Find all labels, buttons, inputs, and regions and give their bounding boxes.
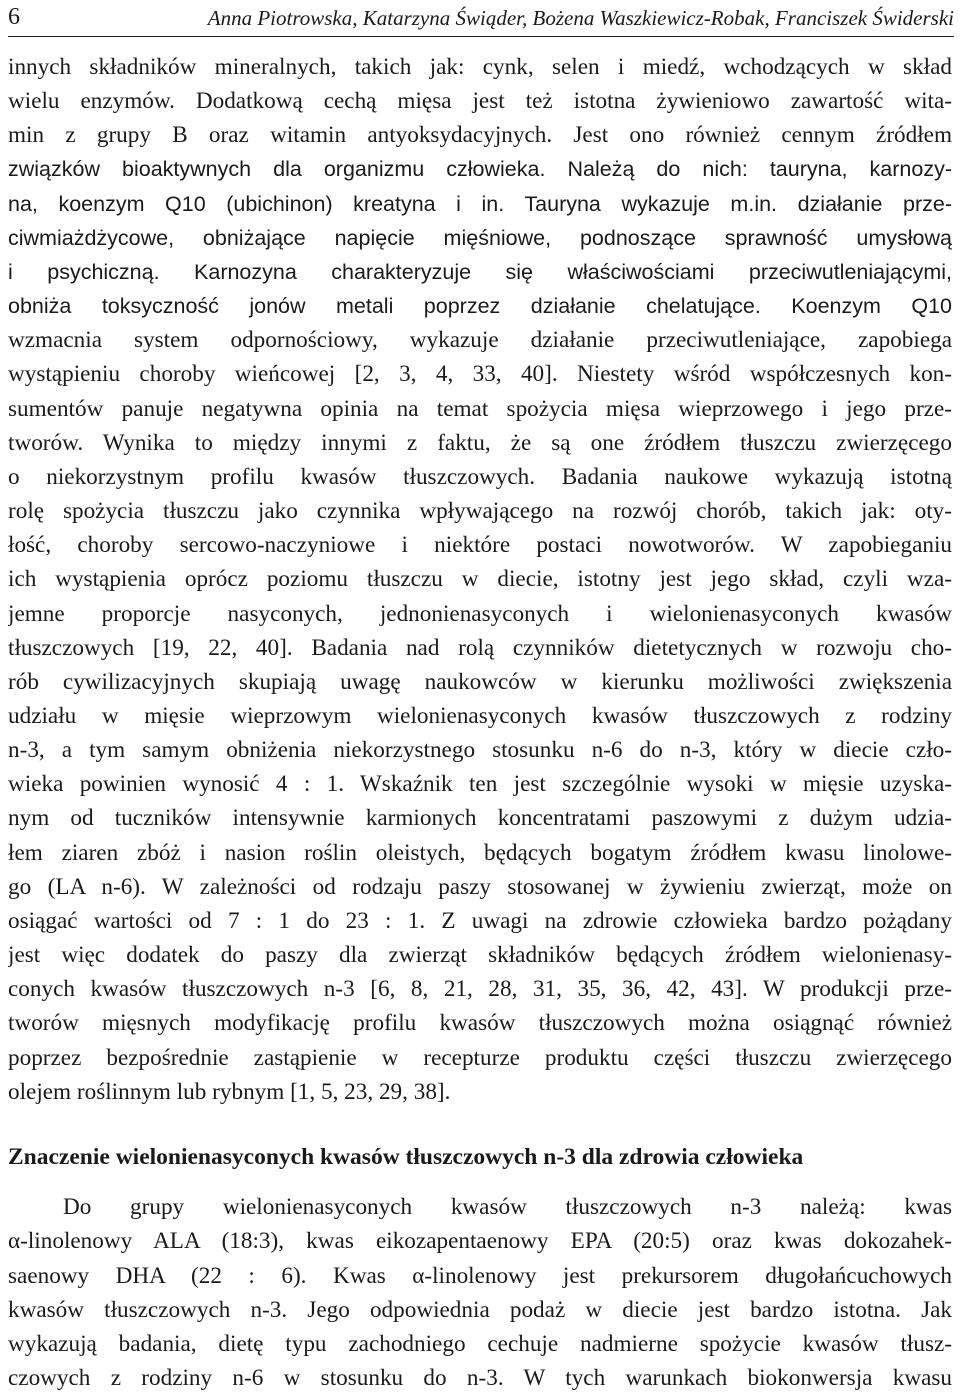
text-line: łość, choroby sercowo-naczyniowe i niektóre postaci nowotworów. W zapobieganiu (8, 532, 952, 559)
text-line: rób cywilizacyjnych skupiają uwagę naukowców w kierunku możliwości zwiększenia (8, 668, 952, 695)
text-line: min z grupy B oraz witamin antyoksydacyjnych. Jest ono również cennym źródłem (8, 122, 952, 149)
text-line: czowych z rodziny n-6 w stosunku do n-3. W tych warunkach biokonwersja kwasu (8, 1365, 952, 1392)
body-paragraph (8, 50, 952, 1109)
text-line: tworów. Wynika to między innymi z faktu, że są one źródłem tłuszczu zwierzęcego (8, 429, 952, 456)
text-line: poprzez bezpośrednie zastąpienie w recepturze produktu części tłuszczu zwierzęcego (8, 1044, 952, 1071)
section-heading: Znaczenie wielonienasyconych kwasów tłuszczowych n-3 dla zdrowia człowieka (8, 1144, 804, 1170)
text-line: wieka powinien wynosić 4 : 1. Wskaźnik ten jest szczególnie wysoki w mięsie uzyska- (8, 771, 952, 798)
text-line: o niekorzystnym profilu kwasów tłuszczowych. Badania naukowe wykazują istotną (8, 463, 952, 490)
text-line: n-3, a tym samym obniżenia niekorzystnego stosunku n-6 do n-3, który w diecie czło- (8, 737, 952, 764)
text-line: go (LA n-6). W zależności od rodzaju paszy stosowanej w żywieniu zwierząt, może on (8, 873, 952, 900)
text-line: nym od tuczników intensywnie karmionych koncentratami paszowymi z dużym udzia- (8, 805, 952, 832)
text-line: jest więc dodatek do paszy dla zwierząt składników będących źródłem wielonienasy- (8, 942, 952, 969)
text-line: obniża toksyczność jonów metali poprzez działanie chelatujące. Koenzym Q10 (8, 294, 952, 319)
text-line: conych kwasów tłuszczowych n-3 [6, 8, 21, 28, 31, 35, 36, 42, 43]. W produkcji prze- (8, 976, 952, 1003)
text-line: tłuszczowych [19, 22, 40]. Badania nad rolą czynników dietetycznych w rozwoju cho- (8, 634, 952, 661)
text-line: tworów mięsnych modyfikację profilu kwasów tłuszczowych można osiągnąć również (8, 1010, 952, 1037)
text-line: Do grupy wielonienasyconych kwasów tłuszczowych n-3 należą: kwas (63, 1194, 952, 1220)
text-line: osiągać wartości od 7 : 1 do 23 : 1. Z uwagi na zdrowie człowieka bardzo pożądany (8, 907, 952, 934)
text-line: wykazują badania, dietę typu zachodniego cechuje nadmierne spożycie kwasów tłusz- (8, 1331, 952, 1358)
page-header (8, 0, 954, 37)
text-line: wzmacnia system odpornościowy, wykazuje działanie przeciwutleniające, zapobiega (8, 327, 952, 354)
text-line: saenowy DHA (22 : 6). Kwas α-linolenowy jest prekursorem długołańcuchowych (8, 1262, 952, 1289)
text-line: kwasów tłuszczowych n-3. Jego odpowiednia podaż w diecie jest bardzo istotna. Jak (8, 1296, 952, 1323)
text-line: udziału w mięsie wieprzowym wielonienasyconych kwasów tłuszczowych z rodziny (8, 702, 952, 729)
text-line: jemne proporcje nasyconych, jednonienasyconych i wielonienasyconych kwasów (8, 600, 952, 627)
text-line: wielu enzymów. Dodatkową cechą mięsa jest też istotna żywieniowo zawartość wita- (8, 88, 952, 115)
running-head-authors: Anna Piotrowska, Katarzyna Świąder, Bożena Waszkiewicz-Robak, Franciszek Świderski (207, 6, 954, 30)
text-line: innych składników mineralnych, takich jak: cynk, selen i miedź, wchodzących w skład (8, 54, 952, 80)
text-line: i psychiczną. Karnozyna charakteryzuje się właściwościami przeciwutleniającymi, (8, 259, 952, 284)
text-line: ciwmiażdżycowe, obniżające napięcie mięśniowe, podnoszące sprawność umysłową (8, 225, 952, 250)
text-line: na, koenzym Q10 (ubichinon) kreatyna i in. Tauryna wykazuje m.in. działanie prze- (8, 191, 952, 216)
text-line: wystąpieniu choroby wieńcowej [2, 3, 4, 33, 40]. Niestety wśród współczesnych kon- (8, 361, 952, 388)
text-line: α-linolenowy ALA (18:3), kwas eikozapentaenowy EPA (20:5) oraz kwas dokozahek- (8, 1228, 952, 1255)
text-line: łem ziaren zbóż i nasion roślin oleistych, będących bogatym źródłem kwasu linolowe- (8, 839, 952, 866)
text-line: związków bioaktywnych dla organizmu człowieka. Należą do nich: tauryna, karnozy- (8, 157, 952, 182)
section-paragraph (8, 1190, 952, 1396)
text-line: rolę spożycia tłuszczu jako czynnika wpływającego na rozwój chorób, takich jak: oty- (8, 498, 952, 525)
page-number: 6 (8, 4, 20, 30)
text-line: ich wystąpienia oprócz poziomu tłuszczu w diecie, istotny jest jego skład, czyli wza- (8, 566, 952, 593)
text-line: sumentów panuje negatywna opinia na temat spożycia mięsa wieprzowego i jego prze- (8, 395, 952, 422)
text-line: olejem roślinnym lub rybnym [1, 5, 23, 29, 38]. (8, 1078, 451, 1105)
